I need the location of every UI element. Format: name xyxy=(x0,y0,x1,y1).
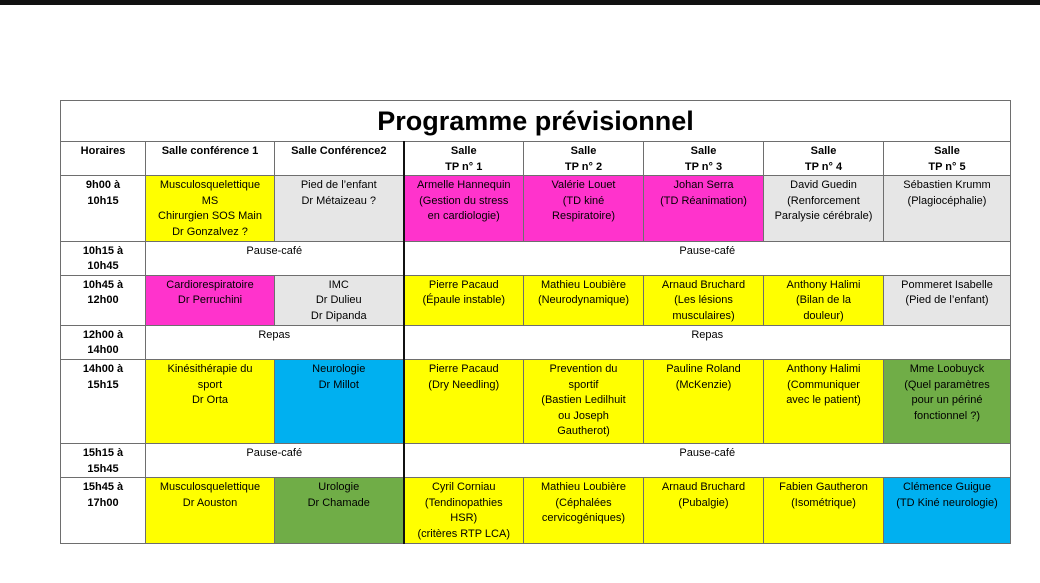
break-cell-tp: Pause-café xyxy=(404,443,1011,477)
header-salle-tp-1: Salle TP n° 1 xyxy=(404,142,524,176)
page-title: Programme prévisionnel xyxy=(61,101,1011,142)
session-cell: Prevention du sportif (Bastien Ledilhuit ou Joseph Gautherot) xyxy=(524,359,644,443)
time-cell: 15h15 à 15h45 xyxy=(61,443,146,477)
time-cell: 9h00 à 10h15 xyxy=(61,176,146,241)
session-cell: Armelle Hannequin (Gestion du stress en cardiologie) xyxy=(404,176,524,241)
lunch-cell-tp: Repas xyxy=(404,325,1011,359)
session-cell: Musculosquelettique MS Chirurgien SOS Main Dr Gonzalvez ? xyxy=(146,176,275,241)
session-cell: Clémence Guigue (TD Kiné neurologie) xyxy=(884,478,1011,544)
schedule-sheet xyxy=(60,100,1011,544)
session-cell: Neurologie Dr Millot xyxy=(275,359,404,443)
session-row xyxy=(61,478,1011,544)
session-cell: IMC Dr Dulieu Dr Dipanda xyxy=(275,275,404,325)
header-salle-tp-2: Salle TP n° 2 xyxy=(524,142,644,176)
session-cell: Urologie Dr Chamade xyxy=(275,478,404,544)
time-cell: 12h00 à 14h00 xyxy=(61,325,146,359)
schedule-table xyxy=(60,100,1011,544)
session-row xyxy=(61,176,1011,241)
session-cell: Cardiorespiratoire Dr Perruchini xyxy=(146,275,275,325)
session-cell: Pommeret Isabelle (Pied de l’enfant) xyxy=(884,275,1011,325)
time-cell: 14h00 à 15h15 xyxy=(61,359,146,443)
session-cell: Fabien Gautheron (Isométrique) xyxy=(764,478,884,544)
session-row xyxy=(61,359,1011,443)
session-cell: Johan Serra (TD Réanimation) xyxy=(644,176,764,241)
session-cell: Sébastien Krumm (Plagiocéphalie) xyxy=(884,176,1011,241)
header-salle-tp-5: Salle TP n° 5 xyxy=(884,142,1011,176)
session-cell: Pierre Pacaud (Dry Needling) xyxy=(404,359,524,443)
session-cell: Anthony Halimi (Bilan de la douleur) xyxy=(764,275,884,325)
header-row xyxy=(61,142,1011,176)
header-salle-conference-2: Salle Conférence2 xyxy=(275,142,404,176)
header-horaires: Horaires xyxy=(61,142,146,176)
session-cell: Arnaud Bruchard (Les lésions musculaires) xyxy=(644,275,764,325)
break-cell-tp: Pause-café xyxy=(404,241,1011,275)
session-cell: Mathieu Loubière (Céphalées cervicogéniques) xyxy=(524,478,644,544)
break-row xyxy=(61,443,1011,477)
break-cell-conference: Pause-café xyxy=(146,241,404,275)
session-cell: Kinésithérapie du sport Dr Orta xyxy=(146,359,275,443)
header-salle-tp-3: Salle TP n° 3 xyxy=(644,142,764,176)
lunch-cell-conference: Repas xyxy=(146,325,404,359)
session-row xyxy=(61,275,1011,325)
top-border-bar xyxy=(0,0,1040,5)
time-cell: 10h45 à 12h00 xyxy=(61,275,146,325)
break-row xyxy=(61,241,1011,275)
session-cell: Anthony Halimi (Communiquer avec le patient) xyxy=(764,359,884,443)
time-cell: 10h15 à 10h45 xyxy=(61,241,146,275)
session-cell: Arnaud Bruchard (Pubalgie) xyxy=(644,478,764,544)
session-cell: David Guedin (Renforcement Paralysie cérébrale) xyxy=(764,176,884,241)
session-cell: Musculosquelettique Dr Aouston xyxy=(146,478,275,544)
break-cell-conference: Pause-café xyxy=(146,443,404,477)
session-cell: Pierre Pacaud (Épaule instable) xyxy=(404,275,524,325)
session-cell: Valérie Louet (TD kiné Respiratoire) xyxy=(524,176,644,241)
session-cell: Mme Loobuyck (Quel paramètres pour un périné fonctionnel ?) xyxy=(884,359,1011,443)
header-salle-conference-1: Salle conférence 1 xyxy=(146,142,275,176)
time-cell: 15h45 à 17h00 xyxy=(61,478,146,544)
header-salle-tp-4: Salle TP n° 4 xyxy=(764,142,884,176)
session-cell: Pauline Roland (McKenzie) xyxy=(644,359,764,443)
break-row xyxy=(61,325,1011,359)
session-cell: Pied de l’enfant Dr Métaizeau ? xyxy=(275,176,404,241)
session-cell: Mathieu Loubière (Neurodynamique) xyxy=(524,275,644,325)
session-cell: Cyril Corniau (Tendinopathies HSR) (critères RTP LCA) xyxy=(404,478,524,544)
